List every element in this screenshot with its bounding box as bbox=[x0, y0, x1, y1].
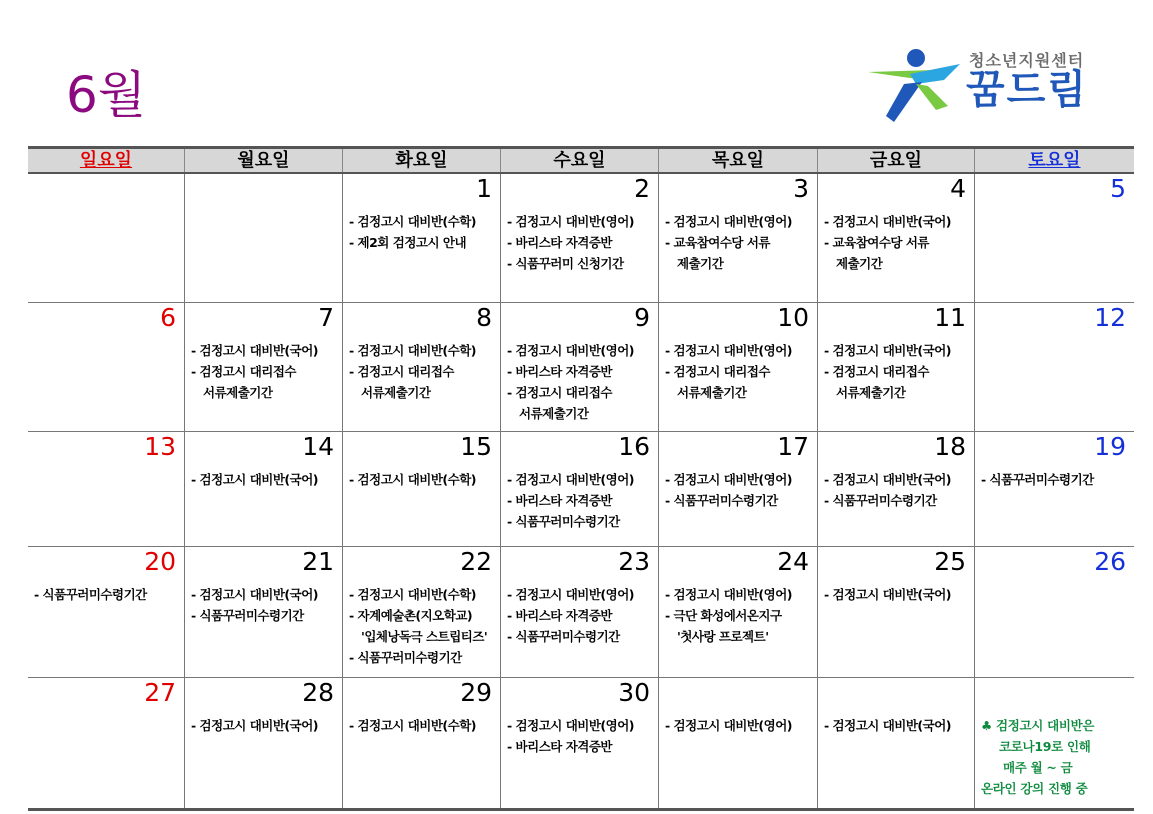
calendar-week bbox=[28, 303, 1134, 432]
note-line: 매주 월 ~ 금 bbox=[1003, 760, 1073, 775]
event-list bbox=[185, 576, 342, 626]
day-number: 22 bbox=[460, 547, 492, 576]
event-item: '첫사랑 프로젝트' bbox=[677, 629, 769, 644]
day-number: 4 bbox=[950, 174, 966, 203]
day-number: 17 bbox=[777, 432, 809, 461]
weekday-monday: 월요일 bbox=[185, 149, 343, 172]
event-item: - 식품꾸러미수령기간 bbox=[665, 493, 778, 508]
event-item: - 검정고시 대비반(수학) bbox=[349, 214, 476, 229]
day-cell bbox=[185, 303, 343, 431]
event-item: - 검정고시 대비반(영어) bbox=[665, 343, 792, 358]
day-number: 3 bbox=[793, 174, 809, 203]
event-item: - 검정고시 대비반(수학) bbox=[349, 343, 476, 358]
day-number: 24 bbox=[777, 547, 809, 576]
day-number: 23 bbox=[618, 547, 650, 576]
event-item: - 바리스타 자격증반 bbox=[507, 608, 612, 623]
day-number: 21 bbox=[302, 547, 334, 576]
day-cell bbox=[501, 174, 659, 302]
day-number: 19 bbox=[1094, 432, 1126, 461]
event-item: - 교육참여수당 서류 bbox=[665, 235, 770, 250]
event-list bbox=[185, 707, 342, 736]
day-number bbox=[818, 678, 974, 707]
day-cell bbox=[659, 432, 818, 546]
event-item: - 검정고시 대비반(국어) bbox=[824, 587, 951, 602]
event-item: - 검정고시 대비반(국어) bbox=[824, 472, 951, 487]
event-item: - 검정고시 대비반(영어) bbox=[507, 214, 634, 229]
event-item: - 자계예술촌(지오학교) bbox=[349, 608, 473, 623]
event-list bbox=[343, 203, 500, 253]
day-number bbox=[28, 174, 184, 203]
event-list bbox=[659, 461, 817, 511]
event-item: - 검정고시 대리접수 bbox=[665, 364, 770, 379]
day-cell bbox=[975, 678, 1134, 808]
day-cell bbox=[343, 678, 501, 808]
event-list bbox=[659, 576, 817, 647]
event-item: '입체낭독극 스트립티즈' bbox=[361, 629, 488, 644]
day-cell bbox=[818, 303, 975, 431]
event-item: - 검정고시 대비반(영어) bbox=[665, 214, 792, 229]
event-item: - 교육참여수당 서류 bbox=[824, 235, 929, 250]
day-cell bbox=[659, 678, 818, 808]
online-class-note bbox=[975, 707, 1134, 799]
event-item: 서류제출기간 bbox=[519, 406, 589, 421]
day-cell bbox=[185, 432, 343, 546]
event-item: - 검정고시 대비반(국어) bbox=[191, 718, 318, 733]
event-item: - 검정고시 대비반(영어) bbox=[665, 472, 792, 487]
event-list bbox=[818, 332, 974, 403]
event-item: - 검정고시 대비반(영어) bbox=[507, 472, 634, 487]
event-item: - 검정고시 대비반(국어) bbox=[191, 472, 318, 487]
calendar-week bbox=[28, 547, 1134, 678]
day-cell bbox=[28, 432, 185, 546]
day-cell bbox=[185, 678, 343, 808]
event-item: - 검정고시 대비반(국어) bbox=[191, 343, 318, 358]
day-number: 20 bbox=[144, 547, 176, 576]
event-item: - 검정고시 대비반(수학) bbox=[349, 718, 476, 733]
event-list bbox=[659, 332, 817, 403]
day-cell bbox=[975, 432, 1134, 546]
event-item: - 검정고시 대리접수 bbox=[349, 364, 454, 379]
calendar-weeks bbox=[28, 174, 1134, 811]
event-item: - 검정고시 대비반(영어) bbox=[507, 587, 634, 602]
day-cell bbox=[659, 303, 818, 431]
day-cell bbox=[659, 174, 818, 302]
calendar-week bbox=[28, 678, 1134, 811]
day-cell bbox=[501, 547, 659, 677]
event-list bbox=[185, 332, 342, 403]
event-item: - 식품꾸러미수령기간 bbox=[981, 472, 1094, 487]
event-item: - 검정고시 대비반(국어) bbox=[191, 587, 318, 602]
day-number: 14 bbox=[302, 432, 334, 461]
calendar-week bbox=[28, 174, 1134, 303]
event-item: 제출기간 bbox=[836, 256, 883, 271]
weekday-saturday: 토요일 bbox=[1028, 150, 1081, 171]
day-number bbox=[185, 174, 342, 203]
day-number: 10 bbox=[777, 303, 809, 332]
day-number: 6 bbox=[160, 303, 176, 332]
event-item: - 검정고시 대리접수 bbox=[191, 364, 296, 379]
day-cell bbox=[343, 174, 501, 302]
day-number: 13 bbox=[144, 432, 176, 461]
event-list bbox=[501, 203, 658, 274]
event-item: - 검정고시 대비반(수학) bbox=[349, 472, 476, 487]
event-item: 제출기간 bbox=[677, 256, 724, 271]
day-cell bbox=[28, 303, 185, 431]
event-item: - 극단 화성에서온지구 bbox=[665, 608, 782, 623]
weekday-tuesday: 화요일 bbox=[343, 149, 501, 172]
event-list bbox=[659, 203, 817, 274]
day-cell bbox=[818, 174, 975, 302]
event-item: - 검정고시 대비반(영어) bbox=[507, 718, 634, 733]
event-list bbox=[343, 576, 500, 668]
weekday-friday: 금요일 bbox=[818, 149, 975, 172]
day-cell bbox=[343, 303, 501, 431]
event-item: - 검정고시 대리접수 bbox=[824, 364, 929, 379]
day-cell bbox=[501, 432, 659, 546]
day-cell bbox=[185, 174, 343, 302]
day-number: 30 bbox=[618, 678, 650, 707]
event-item: - 식품꾸러미수령기간 bbox=[507, 629, 620, 644]
logo-subtitle: 청소년지원센터 bbox=[969, 51, 1085, 70]
event-list bbox=[975, 461, 1134, 490]
event-list bbox=[659, 707, 817, 736]
day-number: 7 bbox=[318, 303, 334, 332]
weekday-wednesday: 수요일 bbox=[501, 149, 659, 172]
event-list bbox=[343, 332, 500, 403]
day-number bbox=[659, 678, 817, 707]
event-item: - 검정고시 대리접수 bbox=[507, 385, 612, 400]
day-cell bbox=[818, 547, 975, 677]
day-number: 15 bbox=[460, 432, 492, 461]
day-cell bbox=[343, 547, 501, 677]
monthly-calendar bbox=[28, 146, 1134, 811]
event-item: - 바리스타 자격증반 bbox=[507, 493, 612, 508]
event-item: - 검정고시 대비반(영어) bbox=[507, 343, 634, 358]
day-number: 11 bbox=[934, 303, 966, 332]
day-number: 16 bbox=[618, 432, 650, 461]
event-list bbox=[818, 576, 974, 605]
day-number: 26 bbox=[1094, 547, 1126, 576]
day-cell bbox=[185, 547, 343, 677]
day-cell bbox=[501, 678, 659, 808]
event-item: - 검정고시 대비반(국어) bbox=[824, 718, 951, 733]
day-number: 1 bbox=[476, 174, 492, 203]
weekday-header bbox=[28, 146, 1134, 174]
weekday-sunday: 일요일 bbox=[28, 149, 185, 172]
event-item: 서류제출기간 bbox=[836, 385, 906, 400]
event-item: - 검정고시 대비반(국어) bbox=[824, 343, 951, 358]
day-number: 5 bbox=[1110, 174, 1126, 203]
event-list bbox=[343, 461, 500, 490]
calendar-week bbox=[28, 432, 1134, 547]
event-item: 서류제출기간 bbox=[361, 385, 431, 400]
day-number: 2 bbox=[634, 174, 650, 203]
day-cell bbox=[975, 303, 1134, 431]
event-list bbox=[501, 332, 658, 424]
center-logo bbox=[864, 44, 1124, 124]
day-number bbox=[975, 678, 1134, 707]
event-item: - 식품꾸러미수령기간 bbox=[507, 514, 620, 529]
event-item: 서류제출기간 bbox=[677, 385, 747, 400]
note-line: ♣ 검정고시 대비반은 bbox=[981, 718, 1095, 733]
day-number: 12 bbox=[1094, 303, 1126, 332]
day-cell bbox=[28, 547, 185, 677]
day-number: 9 bbox=[634, 303, 650, 332]
event-item: - 제2회 검정고시 안내 bbox=[349, 235, 467, 250]
event-item: 서류제출기간 bbox=[203, 385, 273, 400]
note-line: 온라인 강의 진행 중 bbox=[981, 781, 1088, 796]
event-item: - 바리스타 자격증반 bbox=[507, 364, 612, 379]
event-item: - 바리스타 자격증반 bbox=[507, 235, 612, 250]
day-number: 28 bbox=[302, 678, 334, 707]
day-cell bbox=[343, 432, 501, 546]
event-item: - 검정고시 대비반(국어) bbox=[824, 214, 951, 229]
day-cell bbox=[975, 174, 1134, 302]
note-line: 코로나19로 인해 bbox=[999, 739, 1091, 754]
event-item: - 식품꾸러미수령기간 bbox=[34, 587, 147, 602]
day-cell bbox=[975, 547, 1134, 677]
day-cell bbox=[818, 432, 975, 546]
event-list bbox=[343, 707, 500, 736]
day-cell bbox=[818, 678, 975, 808]
day-number: 8 bbox=[476, 303, 492, 332]
day-number: 25 bbox=[934, 547, 966, 576]
event-list bbox=[185, 461, 342, 490]
event-item: - 식품꾸러미 신청기간 bbox=[507, 256, 624, 271]
event-item: - 식품꾸러미수령기간 bbox=[191, 608, 304, 623]
day-number: 29 bbox=[460, 678, 492, 707]
day-cell bbox=[501, 303, 659, 431]
day-number: 27 bbox=[144, 678, 176, 707]
day-cell bbox=[28, 174, 185, 302]
event-item: - 검정고시 대비반(수학) bbox=[349, 587, 476, 602]
day-cell bbox=[659, 547, 818, 677]
event-list bbox=[501, 576, 658, 647]
event-list bbox=[28, 576, 184, 605]
event-item: - 검정고시 대비반(영어) bbox=[665, 718, 792, 733]
event-item: - 식품꾸러미수령기간 bbox=[824, 493, 937, 508]
month-title: 6월 bbox=[66, 66, 147, 124]
event-item: - 바리스타 자격증반 bbox=[507, 739, 612, 754]
event-list bbox=[501, 461, 658, 532]
event-item: - 식품꾸러미수령기간 bbox=[349, 650, 462, 665]
dream-figure-icon bbox=[864, 44, 964, 124]
logo-wordmark: 꿈드림 bbox=[966, 67, 1088, 113]
event-list bbox=[818, 707, 974, 736]
event-list bbox=[818, 203, 974, 274]
weekday-thursday: 목요일 bbox=[659, 149, 818, 172]
event-list bbox=[501, 707, 658, 757]
day-number: 18 bbox=[934, 432, 966, 461]
day-cell bbox=[28, 678, 185, 808]
event-list bbox=[818, 461, 974, 511]
event-item: - 검정고시 대비반(영어) bbox=[665, 587, 792, 602]
